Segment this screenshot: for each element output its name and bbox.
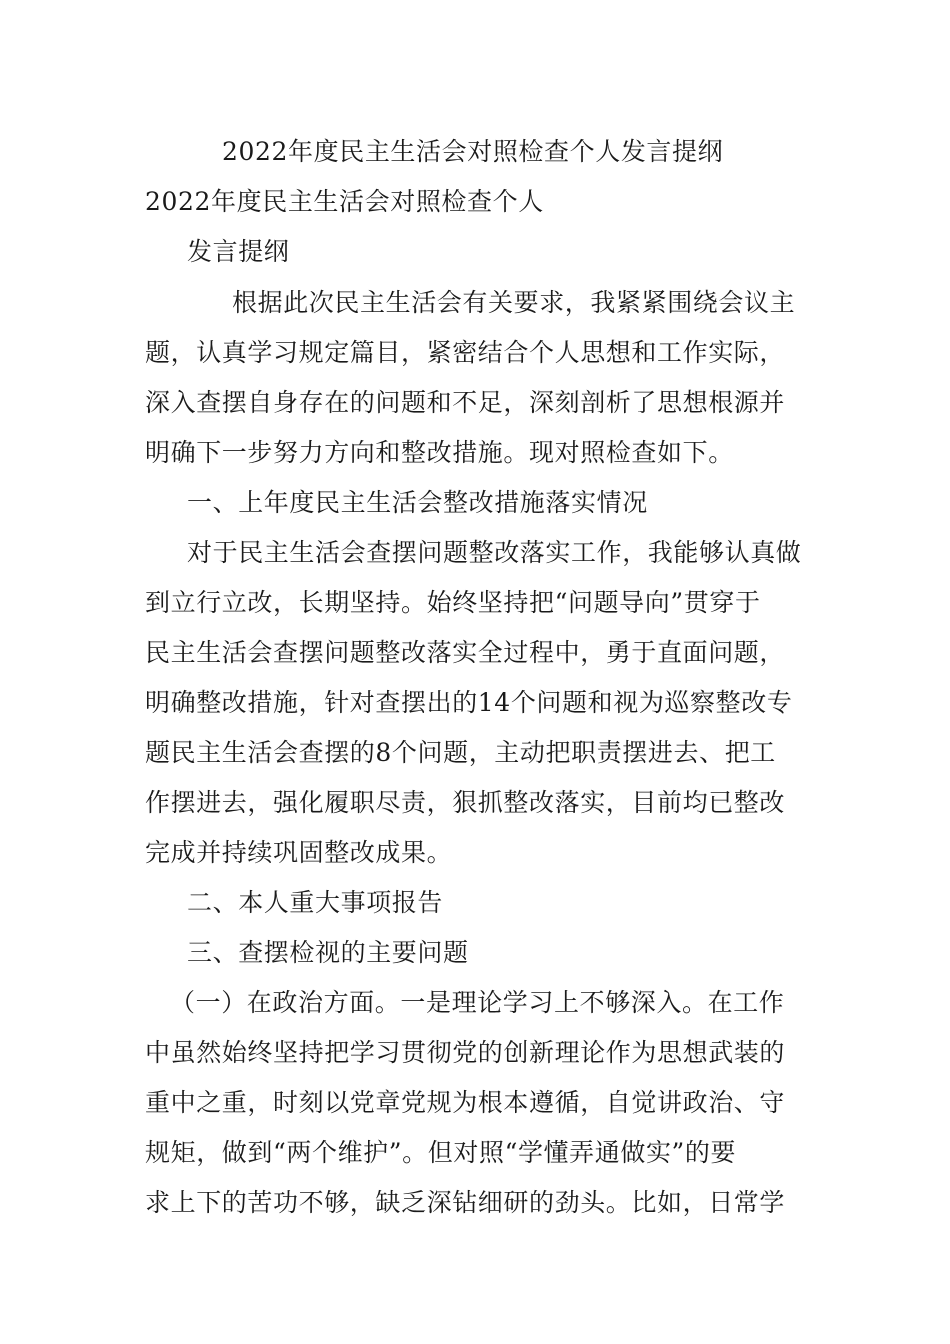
- paragraph-line: 对于民主生活会查摆问题整改落实工作，我能够认真做: [187, 538, 802, 567]
- paragraph-line: 到立行立改，长期坚持。始终坚持把“问题导向”贯穿于: [145, 588, 761, 617]
- paragraph-line: 明确整改措施，针对查摆出的14个问题和视为巡察整改专: [145, 688, 793, 717]
- paragraph-line: 重中之重，时刻以党章党规为根本遵循，自觉讲政治、守: [145, 1088, 786, 1117]
- paragraph-line: 中虽然始终坚持把学习贯彻党的创新理论作为思想武装的: [145, 1038, 786, 1067]
- paragraph-line: 题民主生活会查摆的8个问题，主动把职责摆进去、把工: [145, 738, 776, 767]
- document-subtitle-line1: 2022年度民主生活会对照检查个人: [145, 187, 544, 216]
- section-heading: 二、本人重大事项报告: [187, 888, 444, 917]
- paragraph-line: 明确下一步努力方向和整改措施。现对照检查如下。: [145, 438, 734, 467]
- paragraph-line: 民主生活会查摆问题整改落实全过程中，勇于直面问题，: [145, 638, 786, 667]
- paragraph-line: 求上下的苦功不够，缺乏深钻细研的劲头。比如，日常学: [145, 1188, 786, 1217]
- section-heading: 三、查摆检视的主要问题: [187, 938, 469, 967]
- paragraph-line: 深入查摆自身存在的问题和不足，深刻剖析了思想根源并: [145, 388, 786, 417]
- paragraph-line: （一）在政治方面。一是理论学习上不够深入。在工作: [170, 988, 785, 1017]
- document-subtitle-line2: 发言提纲: [187, 237, 290, 266]
- paragraph-line: 规矩，做到“两个维护”。但对照“学懂弄通做实”的要: [145, 1138, 737, 1167]
- paragraph-line: 作摆进去，强化履职尽责，狠抓整改落实，目前均已整改: [145, 788, 786, 817]
- section-heading: 一、上年度民主生活会整改措施落实情况: [187, 488, 648, 517]
- document-title: 2022年度民主生活会对照检查个人发言提纲: [222, 137, 724, 166]
- paragraph-line: 题，认真学习规定篇目，紧密结合个人思想和工作实际，: [145, 338, 786, 367]
- paragraph-line: 根据此次民主生活会有关要求，我紧紧围绕会议主: [232, 288, 796, 317]
- paragraph-line: 完成并持续巩固整改成果。: [145, 838, 453, 867]
